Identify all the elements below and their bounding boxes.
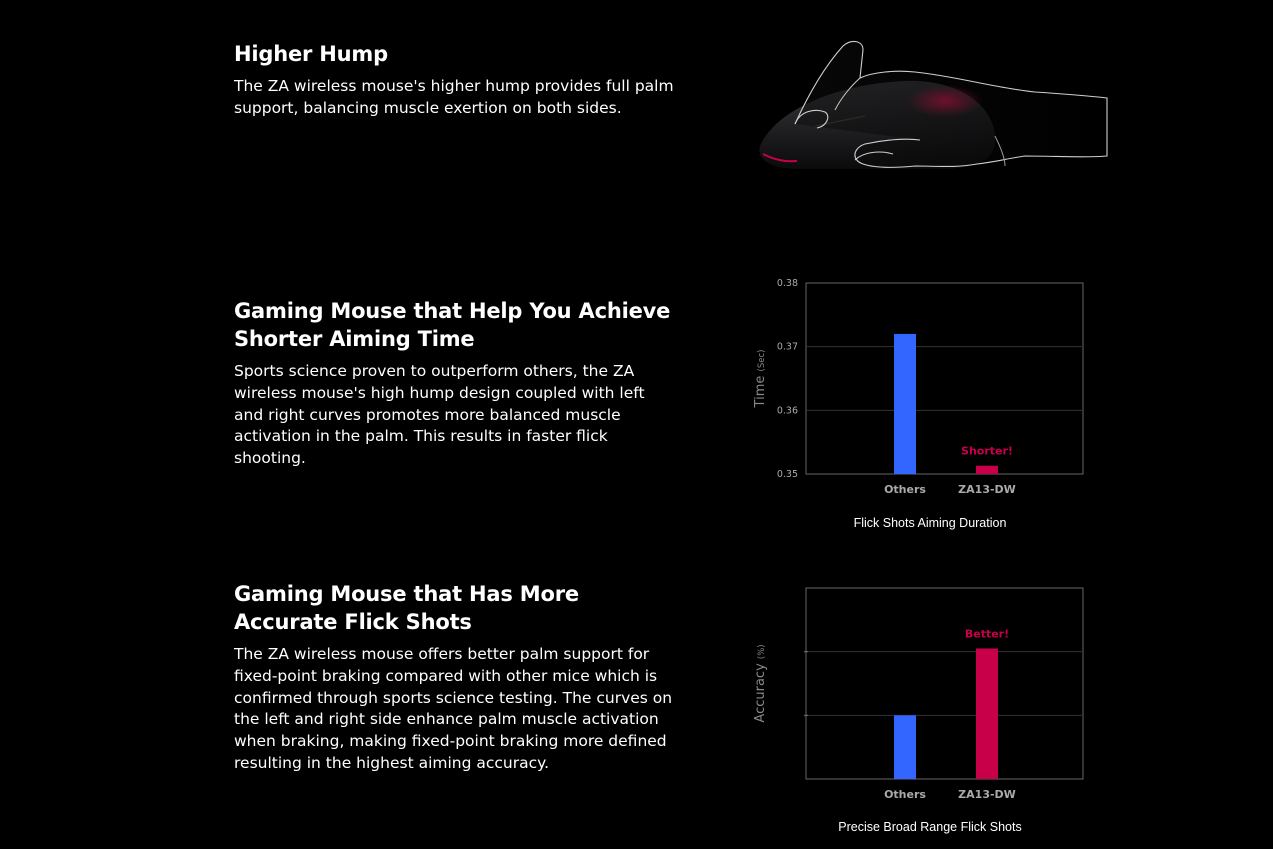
bar-za13-dw [976, 466, 998, 474]
x-tick-label: Others [884, 483, 926, 496]
y-tick-label: 0.35 [776, 469, 798, 480]
x-tick-label: Others [884, 788, 926, 801]
section-higher-hump [234, 40, 674, 120]
y-axis-unit: (Sec) [757, 349, 767, 372]
bar-others [894, 715, 916, 779]
section-aiming-time [234, 297, 674, 470]
x-tick-label: ZA13-DW [958, 788, 1016, 801]
plot-frame [806, 283, 1083, 474]
y-tick-label: 0.37 [776, 341, 798, 353]
bar-za13-dw [976, 648, 998, 779]
plot-frame [806, 588, 1083, 779]
section-title: Gaming Mouse that Help You Achieve Shorter Aiming Time [234, 299, 671, 351]
section-title: Higher Hump [234, 42, 388, 66]
section-body: The ZA wireless mouse's higher hump provides full palm support, balancing muscle exertion on both sides. [234, 77, 674, 117]
y-axis-label: Accuracy (%) [753, 644, 768, 723]
chart-title: Precise Broad Range Flick Shots [838, 820, 1022, 834]
bar-annotation: Shorter! [961, 444, 1013, 458]
chart-title: Flick Shots Aiming Duration [853, 516, 1007, 530]
section-flick-accuracy [234, 580, 674, 775]
chart-flick-accuracy [740, 576, 1100, 846]
section-title: Gaming Mouse that Has More Accurate Flick Shots [234, 582, 579, 634]
chart-aiming-duration [740, 272, 1100, 542]
bar-annotation: Better! [964, 627, 1010, 641]
x-tick-label: ZA13-DW [958, 483, 1016, 496]
y-axis-label: Time (Sec) [753, 349, 768, 408]
mouse-icon [755, 36, 1110, 186]
bar-others [894, 334, 916, 474]
y-tick-label: 0.36 [776, 405, 798, 417]
chart-aiming-duration-svg [740, 272, 1100, 512]
y-tick-label: 0.38 [776, 278, 798, 289]
section-body: Sports science proven to outperform others, the ZA wireless mouse's high hump design coupled with left and right curves promotes more balanced muscle activation in the palm. This results in faster flick shooting. [234, 362, 645, 468]
section-body: The ZA wireless mouse offers better palm support for fixed-point braking compared with other mice which is confirmed through sports science testing. The curves on the left and right side enhance palm muscle activation when braking, making fixed-point braking more defined resulting in the highest aiming accuracy. [234, 645, 673, 772]
hand-on-mouse-illustration [755, 36, 1110, 186]
y-axis-unit: (%) [757, 644, 767, 660]
chart-flick-accuracy-svg [740, 576, 1100, 816]
